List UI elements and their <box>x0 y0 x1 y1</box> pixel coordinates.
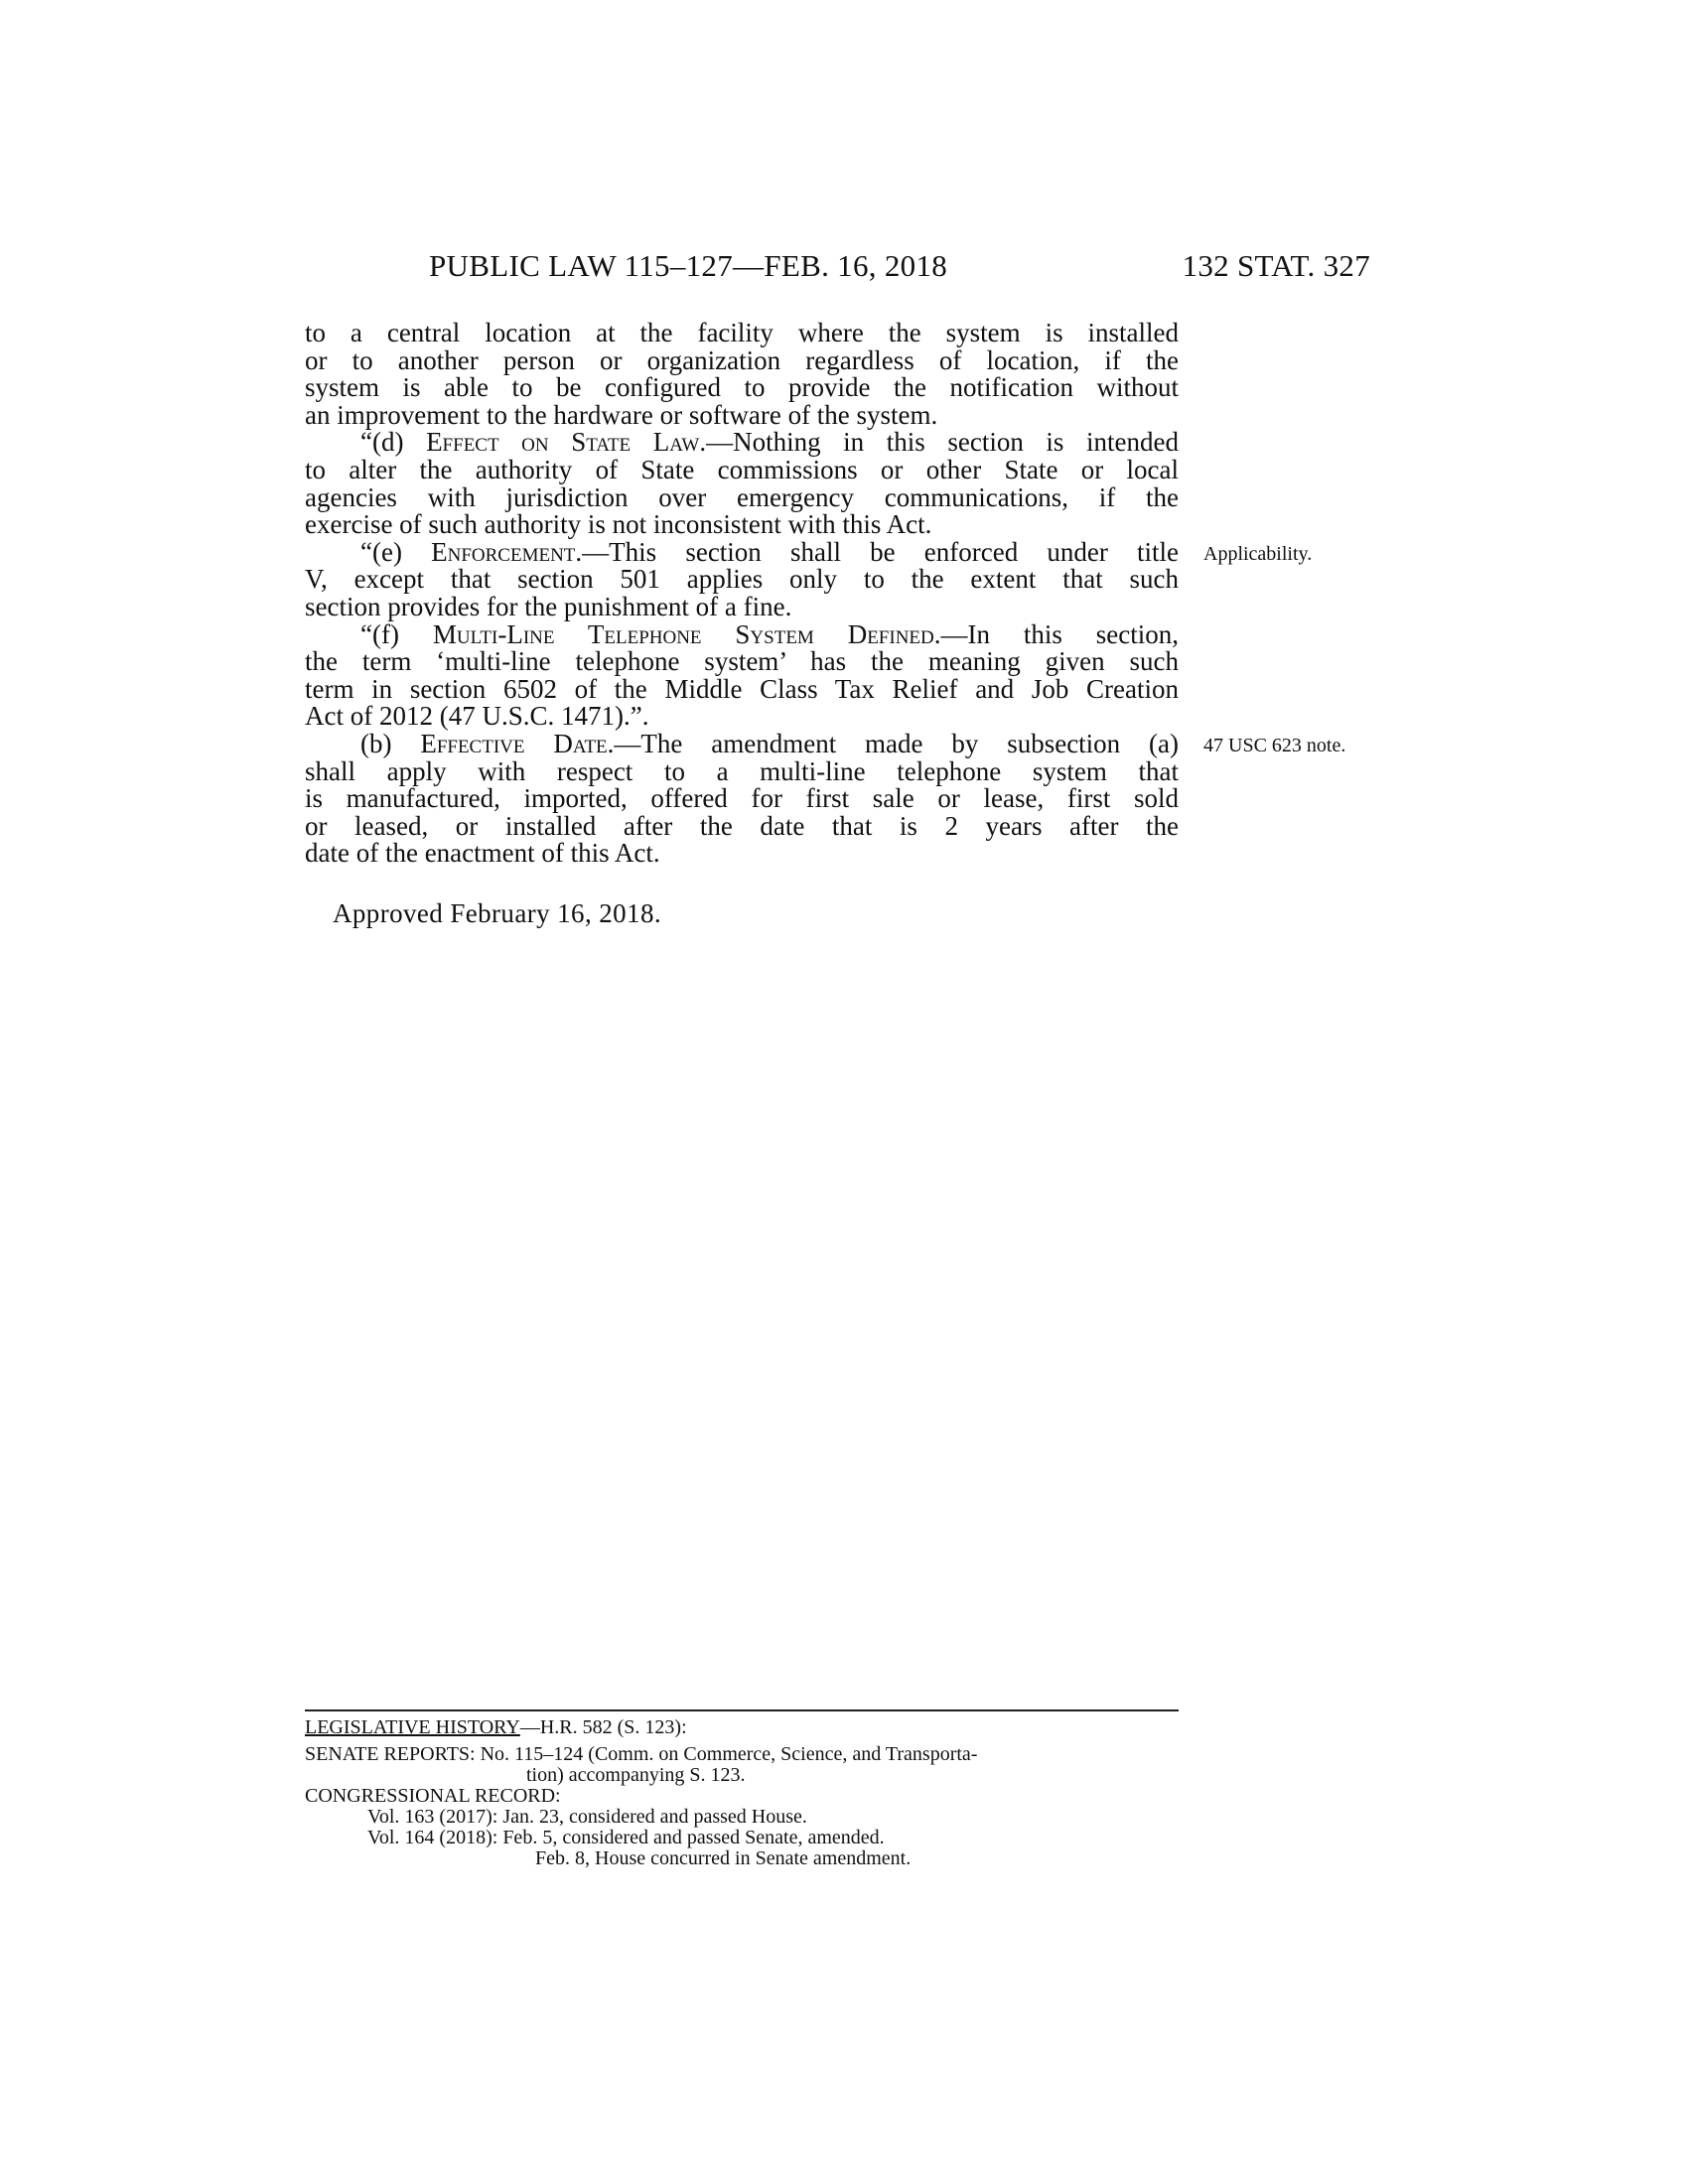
text-line: shall apply with respect to a multi-line telephone system that <box>305 755 1179 786</box>
section-b-text: .—The amendment made by subsection (a) <box>607 728 1179 758</box>
margin-note-applicability: Applicability. <box>1203 543 1313 565</box>
text-line: section provides for the punishment of a fine. <box>305 591 792 621</box>
text-line: Act of 2012 (47 U.S.C. 1471).”. <box>305 701 649 732</box>
section-f-heading: Multi-Line Telephone System Defined <box>432 618 934 649</box>
section-f-lead <box>305 618 1180 649</box>
section-e-text: .—This section shall be enforced under title <box>575 536 1180 567</box>
section-b-prefix: (b) <box>360 728 421 758</box>
text-line: or leased, or installed after the date that is 2 years after the <box>305 810 1179 841</box>
text-line: V, except that section 501 applies only to the extent that such <box>305 564 1179 595</box>
text-line: term in section 6502 of the Middle Class Tax Relief and Job Creation <box>305 673 1179 704</box>
section-d-text: .—Nothing in this section is intended <box>699 427 1179 458</box>
text-line: or to another person or organization regardless of location, if the <box>305 344 1179 375</box>
text-line: date of the enactment of this Act. <box>305 838 660 869</box>
legislative-history <box>305 1709 1179 1869</box>
congressional-record-label: CONGRESSIONAL RECORD: <box>305 1785 561 1807</box>
text-line: system is able to be configured to provide the notification without <box>305 372 1179 403</box>
section-e-heading: Enforcement <box>431 536 576 567</box>
vol-164-label: Vol. 164 (2018): <box>367 1827 498 1848</box>
vol-163-row <box>305 1807 1179 1828</box>
text-line: exercise of such authority is not inconsistent with this Act. <box>305 509 932 540</box>
approval-date: Approved February 16, 2018. <box>333 898 661 928</box>
section-b-heading: Effective Date <box>420 728 608 758</box>
statute-body <box>305 320 1179 868</box>
stat-page-number: 132 STAT. 327 <box>1182 248 1370 283</box>
vol-164-entry-2: Feb. 8, House concurred in Senate amendment. <box>535 1847 912 1869</box>
section-d-lead <box>305 429 1179 457</box>
margin-note-usc: 47 USC 623 note. <box>1203 735 1346 756</box>
section-b-lead <box>305 728 1179 758</box>
vol-163-label: Vol. 163 (2017): <box>367 1806 498 1828</box>
vol-163-entry: Jan. 23, considered and passed House. <box>502 1806 807 1828</box>
vol-164-row <box>305 1828 1179 1848</box>
section-e-lead <box>305 536 1180 567</box>
text-line: is manufactured, imported, offered for first sale or lease, first sold <box>305 783 1179 814</box>
text-line: agencies with jurisdiction over emergency communications, if the <box>305 481 1179 512</box>
section-e-prefix: “(e) <box>360 536 432 567</box>
history-title-row <box>305 1717 1179 1738</box>
history-title: LEGISLATIVE HISTORY <box>305 1716 520 1738</box>
text-line: the term ‘multi-line telephone system’ has the meaning given such <box>305 646 1179 677</box>
senate-reports-label: SENATE REPORTS: <box>305 1743 476 1765</box>
text-line: to alter the authority of State commissions or other State or local <box>305 454 1179 484</box>
text-line: to a central location at the facility where the system is installed <box>305 318 1179 347</box>
vol-164-entry: Feb. 5, considered and passed Senate, amended. <box>502 1827 885 1848</box>
senate-reports-row <box>305 1744 1179 1765</box>
section-f-text: .—In this section, <box>933 618 1180 649</box>
senate-reports-continuation: tion) accompanying S. 123. <box>526 1764 746 1786</box>
running-head: PUBLIC LAW 115–127—FEB. 16, 2018 <box>429 248 948 283</box>
history-title-suffix: —H.R. 582 (S. 123): <box>519 1716 687 1738</box>
senate-reports-entry: No. 115–124 (Comm. on Commerce, Science, and Transporta- <box>480 1743 978 1765</box>
section-f-prefix: “(f) <box>360 618 433 649</box>
text-line: an improvement to the hardware or software of the system. <box>305 399 938 430</box>
section-d-prefix: “(d) <box>360 427 427 458</box>
section-d-heading: Effect on State Law <box>426 427 700 458</box>
